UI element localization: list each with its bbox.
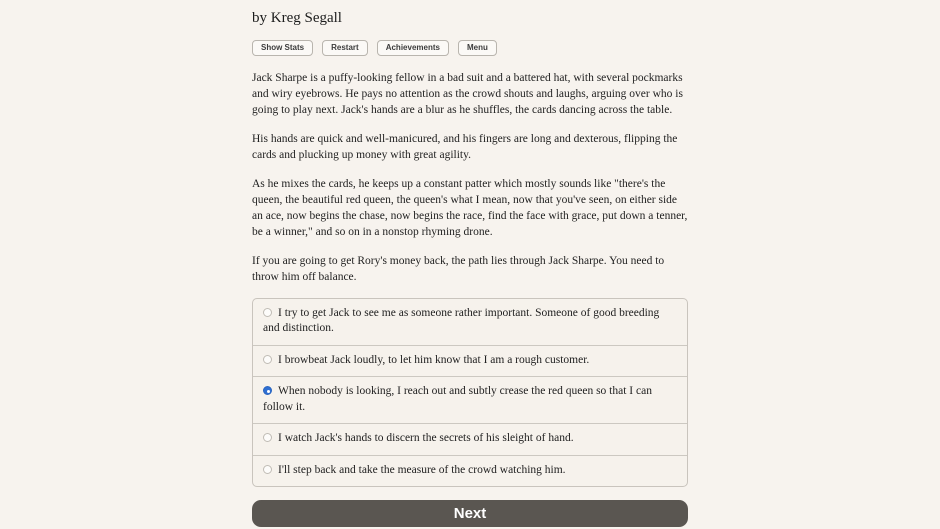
choice-option-2[interactable] xyxy=(253,346,687,378)
choice-label: I watch Jack's hands to discern the secrets of his sleight of hand. xyxy=(278,432,574,445)
choice-option-1[interactable] xyxy=(253,299,687,346)
achievements-button[interactable]: Achievements xyxy=(377,40,449,56)
choice-label: I try to get Jack to see me as someone rather important. Someone of good breeding and distinction. xyxy=(263,306,660,335)
radio-button-icon[interactable] xyxy=(263,308,272,317)
choice-label: I'll step back and take the measure of the crowd watching him. xyxy=(278,463,566,476)
show-stats-button[interactable]: Show Stats xyxy=(252,40,313,56)
author-byline: by Kreg Segall xyxy=(252,10,342,26)
story-paragraph: If you are going to get Rory's money back, the path lies through Jack Sharpe. You need to throw him off balance. xyxy=(252,254,665,283)
story-paragraph: His hands are quick and well-manicured, and his fingers are long and dexterous, flipping the cards and plucking up money with great agility. xyxy=(252,132,678,161)
story-paragraph: Jack Sharpe is a puffy-looking fellow in a bad suit and a battered hat, with several pockmarks and wiry eyebrows. He pays no attention as the crowd shouts and laughs, arguing over who is going to play next. Jack's hands are a blur as he shuffles, the cards dancing across the table. xyxy=(252,71,683,116)
toolbar xyxy=(252,40,688,56)
radio-button-icon[interactable] xyxy=(263,355,272,364)
radio-button-icon[interactable] xyxy=(263,465,272,474)
menu-button[interactable]: Menu xyxy=(458,40,497,56)
choice-label: When nobody is looking, I reach out and subtly crease the red queen so that I can follow it. xyxy=(263,385,652,413)
choice-option-5[interactable] xyxy=(253,456,687,487)
choice-option-4[interactable] xyxy=(253,424,687,456)
radio-button-icon[interactable] xyxy=(263,386,272,395)
choice-list xyxy=(252,298,688,488)
restart-button[interactable]: Restart xyxy=(322,40,368,56)
game-content-column xyxy=(252,0,688,527)
choice-label: I browbeat Jack loudly, to let him know that I am a rough customer. xyxy=(278,353,590,366)
next-button[interactable]: Next xyxy=(252,500,688,527)
choice-option-3[interactable] xyxy=(253,377,687,424)
radio-button-icon[interactable] xyxy=(263,433,272,442)
story-paragraph: As he mixes the cards, he keeps up a constant patter which mostly sounds like "there's the queen, the beautiful red queen, the queen's what I mean, now that you've seen, on either side an ace, now begins the chase, now begins the race, find the face with grace, put down a tenner, be a winner," and so on in a nonstop rhyming drone. xyxy=(252,177,688,238)
story-text xyxy=(252,70,688,285)
